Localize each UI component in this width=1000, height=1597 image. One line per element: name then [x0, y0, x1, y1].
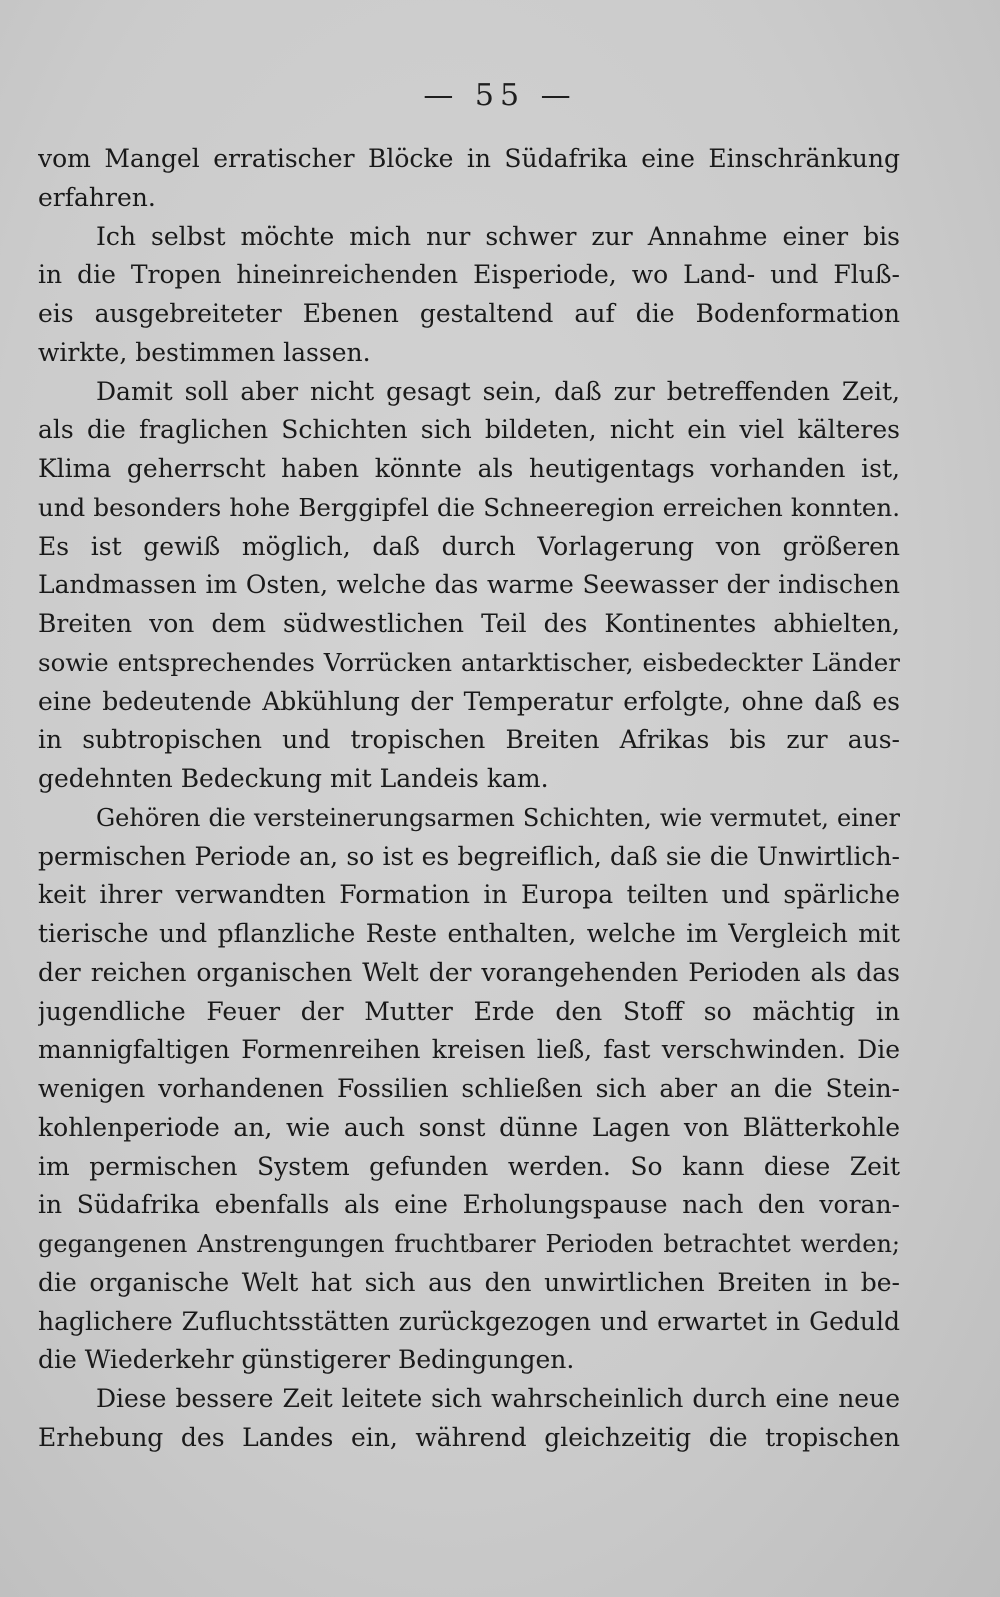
text-line: Gehören die versteinerungsarmen Schichten, wie vermutet, einer [96, 803, 900, 832]
text-line: keit ihrer verwandten Formation in Europa teilten und spärliche [38, 880, 900, 910]
text-line: in die Tropen hineinreichenden Eisperiode, wo Land- und Fluß- [38, 260, 900, 290]
text-line: eis ausgebreiteter Ebenen gestaltend auf die Bodenformation [38, 299, 900, 328]
text-line: gegangenen Anstrengungen fruchtbarer Perioden betrachtet werden; [38, 1230, 900, 1258]
text-line: kohlenperiode an, wie auch sonst dünne Lagen von Blätterkohle [38, 1112, 900, 1142]
text-line: vom Mangel erratischer Blöcke in Südafrika eine Einschränkung [38, 144, 900, 173]
text-line: Diese bessere Zeit leitete sich wahrscheinlich durch eine neue [96, 1384, 900, 1413]
text-line: Klima geherrscht haben könnte als heutigentags vorhanden ist, [38, 454, 900, 483]
paragraph [38, 218, 900, 373]
text-line: Landmassen im Osten, welche das warme Seewasser der indischen [38, 570, 900, 600]
text-line: wirkte, bestimmen lassen. [38, 337, 371, 367]
text-line: Damit soll aber nicht gesagt sein, daß zur betreffenden Zeit, [96, 376, 900, 406]
text-line: die organische Welt hat sich aus den unwirtlichen Breiten in be- [38, 1267, 900, 1297]
text-line: sowie entsprechendes Vorrücken antarktischer, eisbedeckter Länder [38, 647, 900, 677]
page-number: — 55 — [423, 78, 577, 113]
text-line: erfahren. [38, 182, 156, 212]
text-line: jugendliche Feuer der Mutter Erde den Stoff so mächtig in [38, 996, 900, 1026]
text-line: gedehnten Bedeckung mit Landeis kam. [38, 764, 549, 793]
body-text [38, 140, 900, 1458]
text-line: Breiten von dem südwestlichen Teil des Kontinentes abhielten, [38, 609, 900, 638]
paragraph [38, 140, 900, 218]
text-line: permischen Periode an, so ist es begreiflich, daß sie die Unwirtlich- [38, 841, 900, 871]
paragraph [38, 1380, 900, 1458]
text-line: Ich selbst möchte mich nur schwer zur Annahme einer bis [96, 221, 900, 251]
text-line: tierische und pflanzliche Reste enthalten, welche im Vergleich mit [38, 919, 900, 948]
text-line: im permischen System gefunden werden. So kann diese Zeit [38, 1151, 900, 1181]
text-line: in Südafrika ebenfalls als eine Erholungspause nach den voran- [38, 1190, 900, 1220]
text-line: der reichen organischen Welt der vorangehenden Perioden als das [38, 957, 900, 987]
text-line: wenigen vorhandenen Fossilien schließen sich aber an die Stein- [38, 1074, 900, 1103]
text-line: als die fraglichen Schichten sich bildeten, nicht ein viel kälteres [38, 415, 900, 445]
text-line: haglichere Zufluchtsstätten zurückgezogen und erwartet in Geduld [38, 1306, 900, 1336]
text-line: Erhebung des Landes ein, während gleichzeitig die tropischen [38, 1422, 900, 1452]
text-line: die Wiederkehr günstigerer Bedingungen. [38, 1345, 575, 1375]
paragraph [38, 799, 900, 1380]
paragraph [38, 373, 900, 799]
text-line: eine bedeutende Abkühlung der Temperatur erfolgte, ohne daß es [38, 686, 900, 716]
text-line: Es ist gewiß möglich, daß durch Vorlagerung von größeren [38, 531, 900, 561]
text-line: in subtropischen und tropischen Breiten Afrikas bis zur aus- [38, 725, 900, 755]
text-line: mannigfaltigen Formenreihen kreisen ließ, fast verschwinden. Die [38, 1035, 900, 1065]
text-line: und besonders hohe Berggipfel die Schneeregion erreichen konnten. [38, 492, 900, 522]
